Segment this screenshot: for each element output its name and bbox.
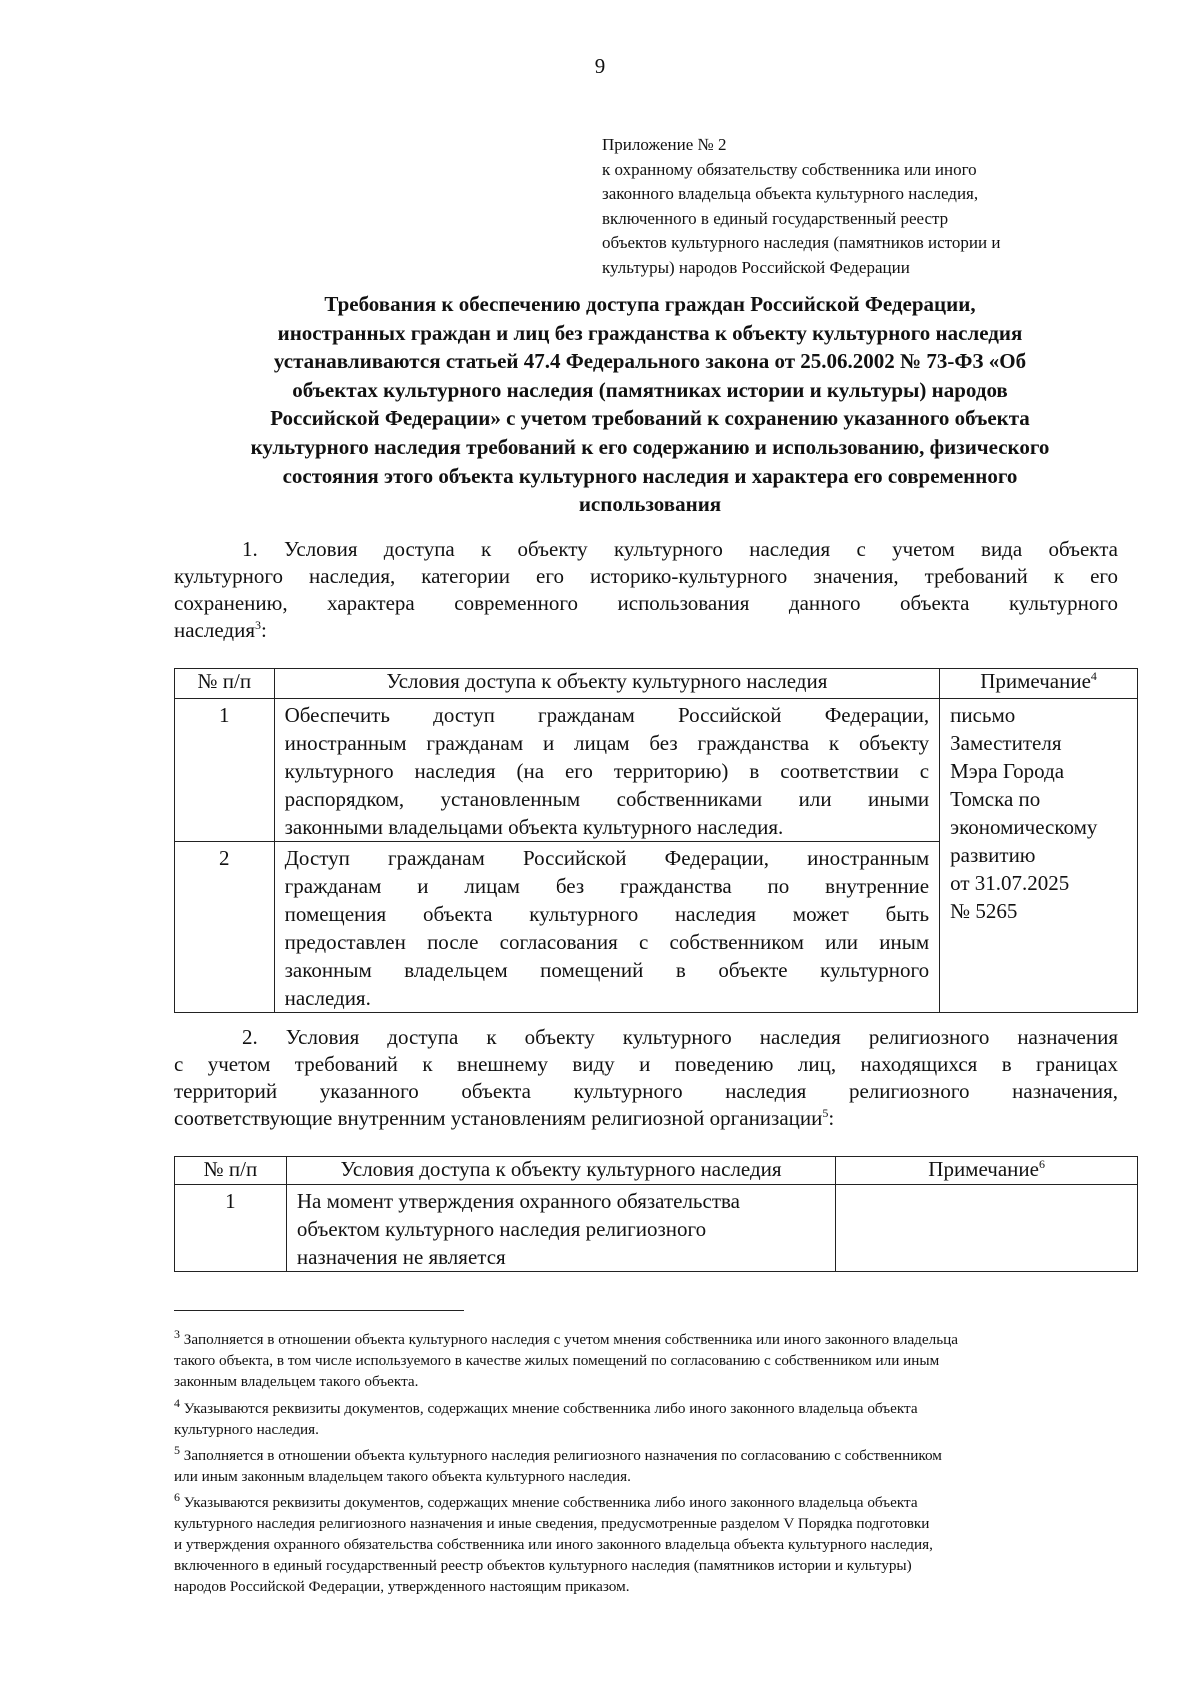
footnote-separator	[174, 1310, 464, 1311]
footnote-line: или иным законным владельцем такого объекта культурного наследия.	[174, 1468, 631, 1485]
row-number: 2	[175, 842, 275, 1013]
paragraph-line	[174, 617, 1118, 644]
paragraph-line: 2. Условия доступа к объекту культурного наследия религиозного назначения	[242, 1025, 1118, 1049]
row-conditions	[274, 699, 940, 842]
cell-line: наследия.	[284, 986, 371, 1010]
footnote-line: такого объекта, в том числе используемого в качестве жилых помещений по согласованию с собственником или иным	[174, 1352, 940, 1369]
footnote-line	[174, 1489, 1114, 1513]
header-conditions: Условия доступа к объекту культурного наследия	[286, 1157, 835, 1185]
annex-line: законного владельца объекта культурного наследия,	[602, 184, 979, 203]
religious-access-table	[174, 1156, 1138, 1272]
cell-line: законными владельцами объекта культурного наследия.	[284, 815, 784, 839]
annex-line: объектов культурного наследия (памятников истории и	[602, 233, 1001, 252]
table-row	[175, 699, 1138, 842]
note-line: Заместителя	[950, 731, 1062, 755]
cell-line: Доступ гражданам Российской Федерации, иностранным	[284, 846, 930, 870]
footnote	[174, 1489, 1114, 1597]
header-note	[836, 1157, 1138, 1185]
cell-line: На момент утверждения охранного обязательства	[296, 1189, 740, 1213]
row-note	[940, 699, 1138, 1013]
footnote-ref: 3	[255, 618, 261, 632]
section-1-paragraph	[174, 536, 1118, 644]
note-line: развитию	[950, 843, 1036, 867]
title-line: состояния этого объекта культурного наследия и характера его современного	[282, 463, 1018, 488]
paragraph-line: 1. Условия доступа к объекту культурного наследия с учетом вида объекта	[242, 537, 1118, 561]
paragraph-punct: :	[828, 1106, 835, 1130]
footnote-mark: 6	[174, 1489, 180, 1504]
title-line: Требования к обеспечению доступа граждан Российской Федерации,	[324, 292, 976, 316]
header-num: № п/п	[175, 1157, 287, 1185]
footnote	[174, 1442, 1114, 1487]
note-line: экономическому	[950, 815, 1098, 839]
access-conditions-table	[174, 668, 1138, 1013]
cell-line: назначения не является	[296, 1245, 506, 1269]
footnote-text: Указываются реквизиты документов, содержащих мнение собственника либо иного законного владельца объекта	[183, 1494, 918, 1511]
cell-line: предоставлен после согласования с собственником или иным	[284, 930, 930, 954]
cell-line: распорядком, установленным собственниками или иными	[284, 787, 930, 811]
cell-line: Обеспечить доступ гражданам Российской Федерации,	[284, 703, 930, 727]
footnote	[174, 1326, 1114, 1392]
footnote-line: народов Российской Федерации, утвержденного настоящим приказом.	[174, 1578, 630, 1595]
footnote-line: и утверждения охранного обязательства собственника или иного законного владельца объекта культурного наследия,	[174, 1536, 933, 1553]
footnote-line	[174, 1442, 1114, 1466]
footnote	[174, 1395, 1114, 1440]
paragraph-line: сохранению, характера современного использования данного объекта культурного	[174, 591, 1118, 615]
row-number: 1	[175, 1185, 287, 1272]
cell-line: законным владельцем помещений в объекте культурного	[284, 958, 930, 982]
annex-line: Приложение № 2	[602, 135, 727, 154]
title-line: Российской Федерации» с учетом требований к сохранению указанного объекта	[270, 406, 1030, 431]
footnote-mark: 3	[174, 1326, 180, 1341]
table-row	[175, 1185, 1138, 1272]
footnote-line: включенного в единый государственный реестр объектов культурного наследия (памятников истории и культуры)	[174, 1557, 912, 1574]
footnote-ref: 6	[1038, 1157, 1045, 1171]
annex-line: включенного в единый государственный реестр	[602, 208, 949, 228]
paragraph-line: с учетом требований к внешнему виду и поведению лиц, находящихся в границах	[174, 1052, 1118, 1076]
footnote-line	[174, 1395, 1114, 1419]
paragraph-punct: :	[261, 618, 267, 642]
paragraph-line: территорий указанного объекта культурного наследия религиозного назначения,	[174, 1079, 1118, 1103]
row-conditions	[286, 1185, 835, 1272]
paragraph-line: культурного наследия, категории его историко-культурного значения, требований к его	[174, 564, 1118, 588]
footnote-text: Заполняется в отношении объекта культурного наследия с учетом мнения собственника или иного законного владельца	[183, 1331, 959, 1348]
footnote-ref: 5	[822, 1106, 829, 1120]
footnote-line: культурного наследия.	[174, 1421, 319, 1438]
paragraph-text: соответствующие внутренним установлениям религиозной организации	[174, 1106, 823, 1130]
title-line: культурного наследия требований к его содержанию и использованию, физического	[250, 434, 1050, 459]
paragraph-line	[174, 1105, 1118, 1132]
document-title	[168, 290, 1132, 519]
row-note	[836, 1185, 1138, 1272]
footnote-text: Указываются реквизиты документов, содержащих мнение собственника либо иного законного владельца объекта	[183, 1400, 918, 1417]
note-line: письмо	[950, 703, 1016, 727]
cell-line: гражданам и лицам без гражданства по внутренние	[284, 874, 930, 898]
header-note-text: Примечание	[928, 1157, 1039, 1181]
cell-line: культурного наследия (на его территорию) в соответствии с	[284, 759, 930, 783]
page-number: 9	[594, 54, 606, 78]
annex-line: культуры) народов Российской Федерации	[602, 257, 910, 277]
annex-line: к охранному обязательству собственника или иного	[602, 159, 977, 179]
note-line: Мэра Города	[950, 759, 1065, 783]
header-conditions: Условия доступа к объекту культурного наследия	[274, 669, 940, 699]
header-num: № п/п	[175, 669, 275, 699]
cell-line: иностранным гражданам и лицам без гражданства к объекту	[284, 731, 930, 755]
note-line: № 5265	[950, 899, 1018, 923]
footnote-text: Заполняется в отношении объекта культурного наследия религиозного назначения по согласованию с собственником	[183, 1447, 942, 1464]
footnote-line: законным владельцем такого объекта.	[174, 1373, 419, 1390]
annex-header	[602, 133, 1102, 280]
title-line: устанавливаются статьей 47.4 Федерального закона от 25.06.2002 № 73-ФЗ «Об	[273, 349, 1027, 374]
section-2-paragraph	[174, 1024, 1118, 1132]
row-number: 1	[175, 699, 275, 842]
note-line: Томска по	[950, 787, 1041, 811]
header-note	[940, 669, 1138, 699]
paragraph-text: наследия	[174, 618, 255, 642]
row-conditions	[274, 842, 940, 1013]
footnote-line: культурного наследия религиозного назначения и иные сведения, предусмотренные разделом V Порядка подготовки	[174, 1515, 930, 1532]
title-line: объектах культурного наследия (памятниках истории и культуры) народов	[292, 377, 1008, 402]
footnote-mark: 5	[174, 1442, 180, 1457]
cell-line: помещения объекта культурного наследия может быть	[284, 902, 930, 926]
footnote-ref: 4	[1090, 669, 1097, 683]
footnote-mark: 4	[174, 1395, 180, 1410]
cell-line: объектом культурного наследия религиозного	[296, 1217, 707, 1241]
title-line: использования	[578, 492, 722, 517]
title-line: иностранных граждан и лиц без гражданства к объекту культурного наследия	[277, 320, 1023, 345]
note-line: от 31.07.2025	[950, 871, 1070, 895]
header-note-text: Примечание	[980, 669, 1091, 693]
footnote-line	[174, 1326, 1114, 1350]
